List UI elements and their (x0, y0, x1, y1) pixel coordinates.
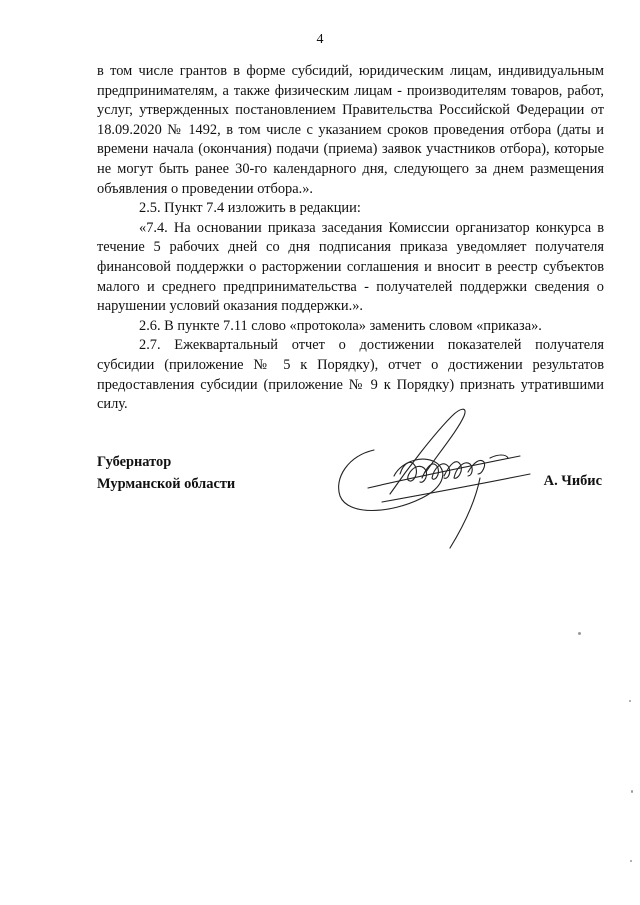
paragraph-item-2-7: 2.7. Ежеквартальный отчет о достижении показателей получателя субсидии (приложение № 5 к Порядку), отчет о достижении результатов предоставления субсидии (приложение № 9 к Порядку) признать утратившими силу. (97, 337, 604, 413)
paragraph-item-2-6: 2.6. В пункте 7.11 слово «протокола» заменить словом «приказа». (139, 317, 542, 334)
paragraph-quote-7-4: «7.4. На основании приказа заседания Комиссии организатор конкурса в течение 5 рабочих дней со дня подписания приказа уведомляет получателя финансовой поддержки о расторжении соглашения и вносит в реестр субъектов малого и среднего предпринимательства - получателей поддержки сведения о нарушении условий оказания поддержки.». (97, 219, 604, 315)
scan-artifact (578, 632, 581, 635)
scan-artifact (631, 790, 633, 793)
signer-name: А. Чибис (543, 473, 602, 489)
signatory-position (97, 451, 235, 495)
page-number: 4 (316, 32, 324, 47)
document-body (97, 62, 604, 415)
handwritten-signature-icon (330, 398, 540, 558)
paragraph-item-2-5: 2.5. Пункт 7.4 изложить в редакции: (139, 200, 361, 217)
paragraph-continuation: в том числе грантов в форме субсидий, юридическим лицам, индивидуальным предпринимателям, а также физическим лицам - производителям товаров, работ, услуг, утвержденных постановлением Правительства Российской Федерации от 18.09.2020 № 1492, в том числе с указанием сроков проведения отбора (даты и времени начала (окончания) подачи (приема) заявок участников отбора), которые не могут быть ранее 30-го календарного дня, следующего за днем размещения объявления о проведении отбора.». (97, 63, 604, 197)
signatory-position-line2: Мурманской области (97, 476, 236, 492)
signatory-position-line1: Губернатор (97, 454, 172, 470)
scan-artifact (630, 860, 632, 862)
scan-artifact (629, 700, 631, 702)
